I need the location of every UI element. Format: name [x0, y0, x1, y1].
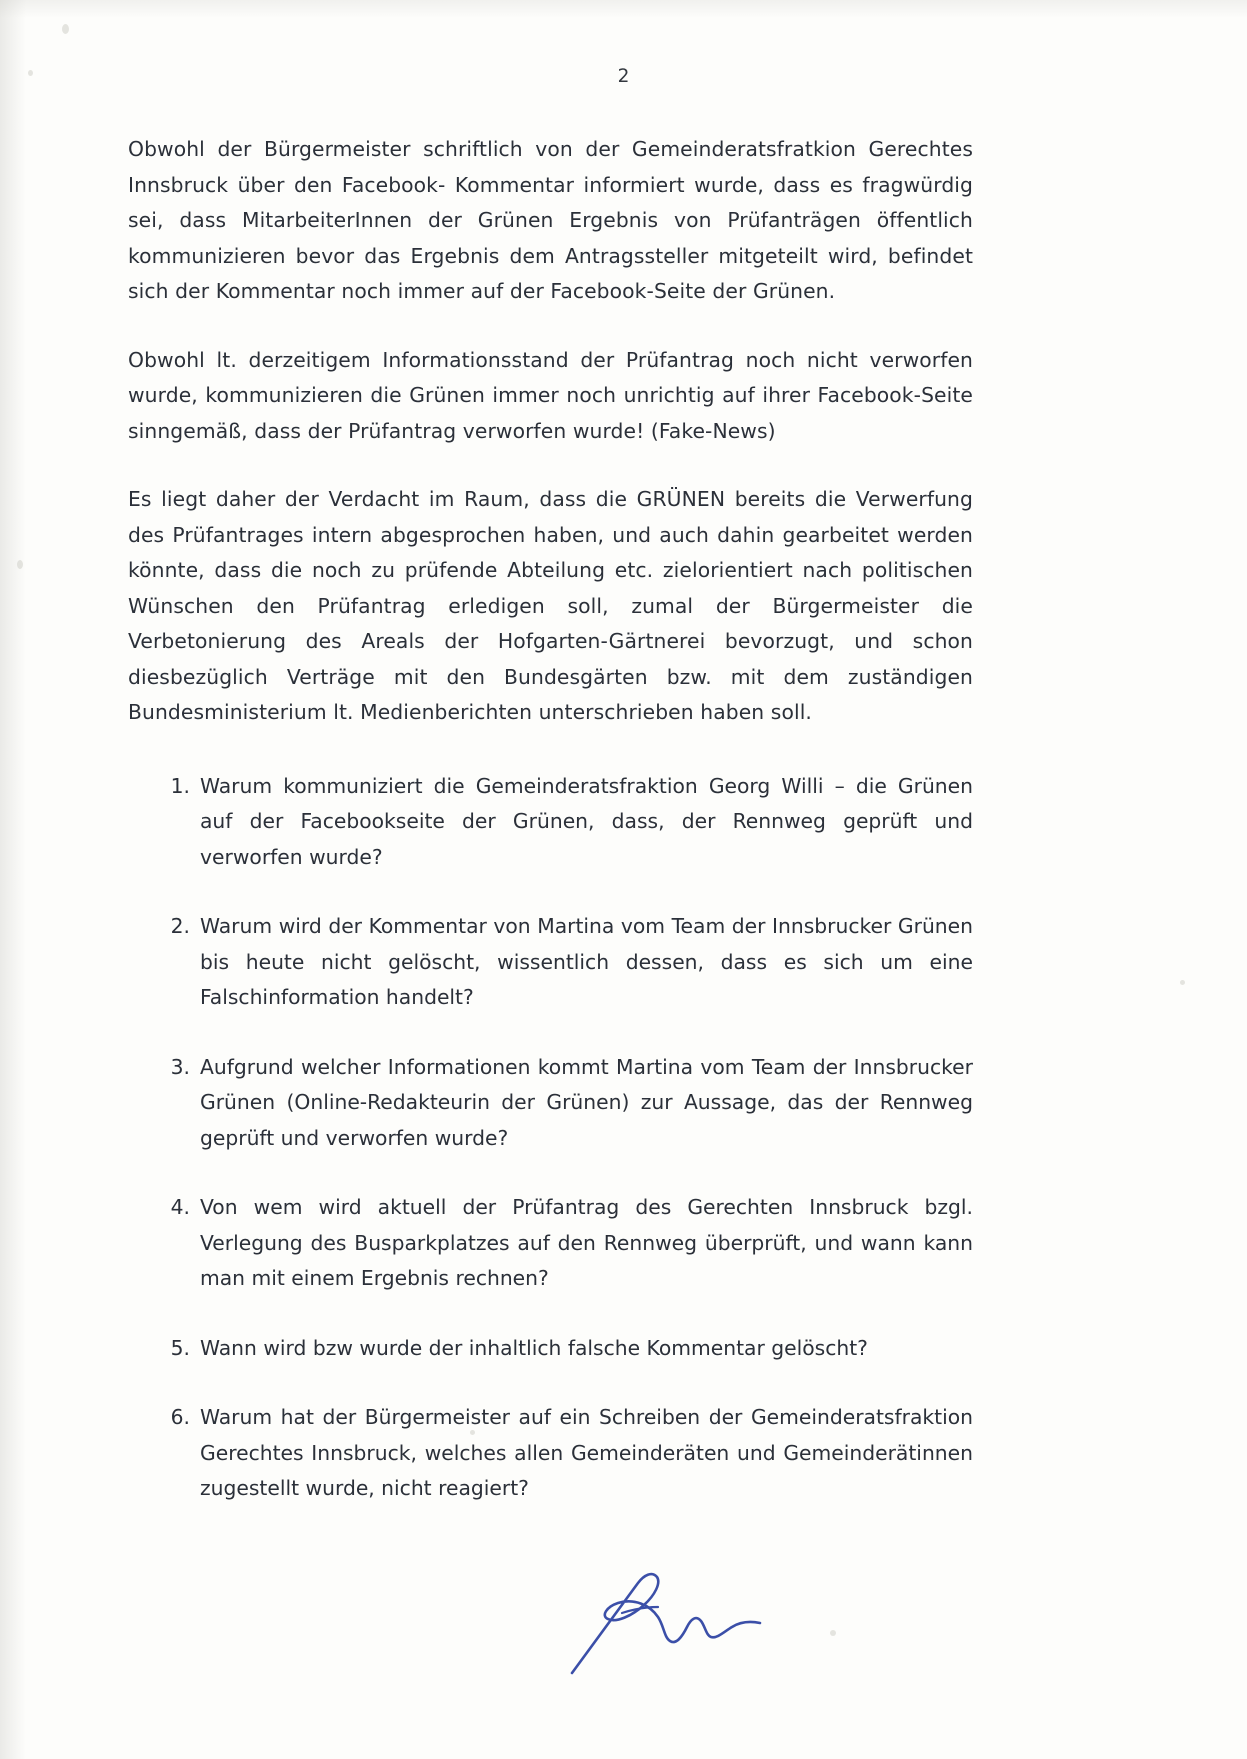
scan-speck — [830, 1630, 836, 1636]
scan-edge-shadow-top — [0, 0, 1247, 18]
list-item-number: 6. — [170, 1405, 190, 1429]
handwritten-signature — [560, 1565, 810, 1685]
scan-speck — [1180, 980, 1185, 985]
document-body — [128, 132, 973, 1541]
paragraph-1: Obwohl der Bürgermeister schriftlich von der Gemeinderatsfratkion Gerechtes Innsbruck über den Facebook- Kommentar informiert wurde, dass es fragwürdig sei, dass MitarbeiterInnen der Grünen Ergebnis von Prüfanträgen öffentlich kommunizieren bevor das Ergebnis dem Antragssteller mitgeteilt wird, befindet sich der Kommentar noch immer auf der Facebook-Seite der Grünen. — [128, 137, 973, 303]
paragraph-2: Obwohl lt. derzeitigem Informationsstand der Prüfantrag noch nicht verworfen wurde, kommunizieren die Grünen immer noch unrichtig auf ihrer Facebook-Seite sinngemäß, dass der Prüfantrag verworfen wurde! (Fake-News) — [128, 347, 973, 443]
question-list — [128, 769, 973, 1507]
list-item — [128, 1400, 973, 1507]
page-number: 2 — [617, 66, 630, 87]
scan-edge-shadow-left — [0, 0, 26, 1759]
scan-speck — [62, 24, 69, 34]
list-item-text: Wann wird bzw wurde der inhaltlich falsche Kommentar gelöscht? — [200, 1335, 868, 1360]
scan-speck — [17, 560, 23, 569]
list-item-text: Aufgrund welcher Informationen kommt Martina vom Team der Innsbrucker Grünen (Online-Redakteurin der Grünen) zur Aussage, das der Rennweg geprüft und verworfen wurde? — [200, 1054, 973, 1150]
list-item-number: 4. — [170, 1195, 190, 1219]
list-item-text: Warum hat der Bürgermeister auf ein Schreiben der Gemeinderatsfraktion Gerechtes Innsbruck, welches allen Gemeinderäten und Gemeinderätinnen zugestellt wurde, nicht reagiert? — [200, 1405, 973, 1500]
list-item-number: 5. — [170, 1335, 190, 1360]
paragraph-3: Es liegt daher der Verdacht im Raum, dass die GRÜNEN bereits die Verwerfung des Prüfantrages intern abgesprochen haben, und auch dahin gearbeitet werden könnte, dass die noch zu prüfende Abteilung etc. zielorientiert nach politischen Wünschen den Prüfantrag erledigen soll, zumal der Bürgermeister die Verbetonierung des Areals der Hofgarten-Gärtnerei bevorzugt, und schon diesbezüglich Verträge mit den Bundesgärten bzw. mit dem zuständigen Bundesministerium lt. Medienberichten unterschrieben haben soll. — [128, 487, 973, 724]
list-item — [128, 1050, 973, 1157]
list-item-text: Warum wird der Kommentar von Martina vom Team der Innsbrucker Grünen bis heute nicht gelöscht, wissentlich dessen, dass es sich um eine Falschinformation handelt? — [200, 914, 973, 1009]
list-item — [128, 1331, 973, 1367]
list-item-text: Von wem wird aktuell der Prüfantrag des Gerechten Innsbruck bzgl. Verlegung des Busparkplatzes auf den Rennweg überprüft, und wann kann man mit einem Ergebnis rechnen? — [200, 1195, 973, 1290]
list-item — [128, 909, 973, 1016]
list-item-text: Warum kommuniziert die Gemeinderatsfraktion Georg Willi – die Grünen auf der Facebookseite der Grünen, dass, der Rennweg geprüft und verworfen wurde? — [200, 773, 973, 869]
list-item — [128, 1190, 973, 1297]
list-item-number: 1. — [170, 773, 190, 798]
list-item — [128, 769, 973, 876]
list-item-number: 2. — [170, 914, 190, 938]
list-item-number: 3. — [170, 1054, 190, 1079]
